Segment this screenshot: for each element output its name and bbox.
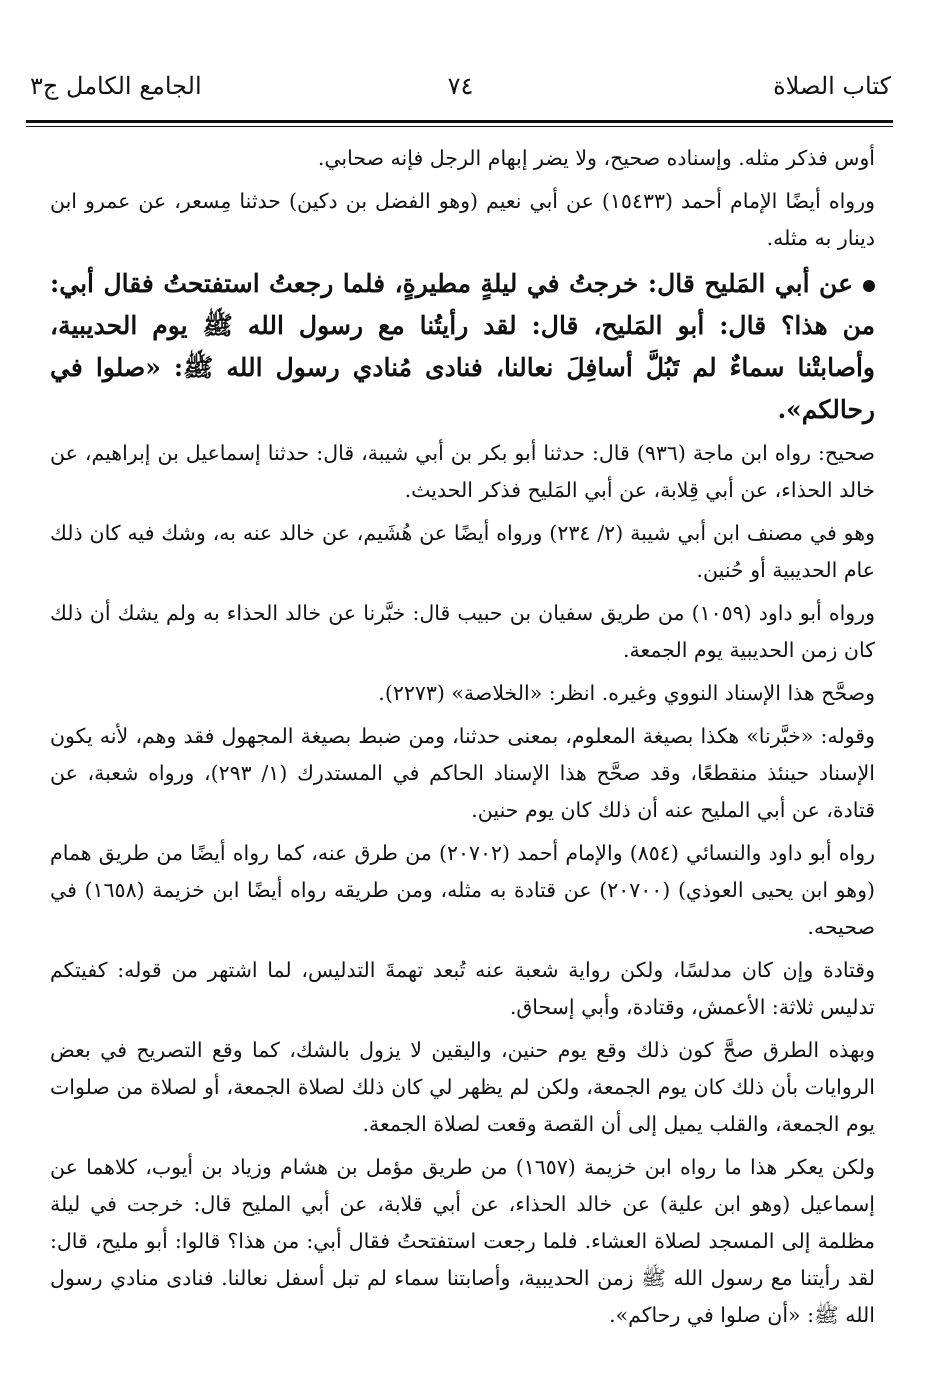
volume-title: الجامع الكامل ج٣	[30, 72, 202, 100]
paragraph: وبهذه الطرق صحَّ كون ذلك وقع يوم حنين، واليقين لا يزول بالشك، كما وقع التصريح في بعض الروايات بأن ذلك كان يوم الجمعة، ولكن لم يظهر لي كان ذلك لصلاة الجمعة، أو لصلاة من صلوات يوم الجمعة، والقلب يميل إلى أن القصة وقعت لصلاة الجمعة.	[50, 1038, 875, 1136]
paragraph: وقتادة وإن كان مدلسًا، ولكن رواية شعبة عنه تُبعد تهمةَ التدليس، لما اشتهر من قوله: كفيتكم تدليس ثلاثة: الأعمش، وقتادة، وأبي إسحاق.	[50, 958, 875, 1019]
paragraph: وصحَّح هذا الإسناد النووي وغيره. انظر: «الخلاصة» (٢٢٧٣).	[378, 681, 875, 705]
page-header	[30, 72, 891, 112]
header-rule-thin	[26, 126, 893, 127]
hadith-text	[50, 263, 875, 431]
paragraph: وقوله: «خبَّرنا» هكذا بصيغة المعلوم، بمعنى حدثنا، ومن ضبط بصيغة المجهول فقد وهم، لأنه يكون الإسناد حينئذ منقطعًا، وقد صحَّح هذا الإسناد الحاكم في المستدرك (١/ ٢٩٣)، ورواه شعبة، عن قتادة، عن أبي المليح عنه أن ذلك كان يوم حنين.	[50, 724, 875, 822]
paragraph: وهو في مصنف ابن أبي شيبة (٢/ ٢٣٤) ورواه أيضًا عن هُشَيم، عن خالد عنه به، وشك فيه كان ذلك عام الحديبية أو حُنين.	[50, 521, 875, 582]
hadith-body: عن أبي المَليح قال: خرجتُ في ليلةٍ مطيرةٍ، فلما رجعتُ استفتحتُ فقال أبي: من هذا؟ قال: أبو المَليح، قال: لقد رأيتُنا مع رسول الله ﷺ يوم الحديبية، وأصابتْنا سماءٌ لم تَبُلَّ أسافِلَ نعالنا، فنادى مُنادي رسول الله ﷺ: «صلوا في رحالكم».	[50, 269, 875, 424]
header-rule-thick	[26, 120, 893, 123]
paragraph: ولكن يعكر هذا ما رواه ابن خزيمة (١٦٥٧) من طريق مؤمل بن هشام وزياد بن أيوب، كلاهما عن إسماعيل (وهو ابن علية) عن خالد الحذاء، عن أبي قلابة، عن أبي المليح قال: خرجت في ليلة مظلمة إلى المسجد لصلاة العشاء. فلما رجعت استفتحتُ فقال أبي: من هذا؟ قالوا: أبو مليح، قال: لقد رأيتنا مع رسول الله ﷺ زمن الحديبية، وأصابتنا سماء لم تبل أسفل نعالنا. فنادى منادي رسول الله ﷺ: «أن صلوا في رحاكم».	[50, 1155, 875, 1327]
book-title: كتاب الصلاة	[773, 72, 891, 100]
bullet-icon	[863, 280, 875, 292]
paragraph: صحيح: رواه ابن ماجة (٩٣٦) قال: حدثنا أبو بكر بن أبي شيبة، قال: حدثنا إسماعيل بن إبراهيم، عن خالد الحذاء، عن أبي قِلابة، عن أبي المَليح فذكر الحديث.	[50, 441, 875, 502]
paragraph: أوس فذكر مثله. وإسناده صحيح، ولا يضر إبهام الرجل فإنه صحابي.	[317, 146, 875, 170]
paragraph: ورواه أبو داود (١٠٥٩) من طريق سفيان بن حبيب قال: خبَّرنا عن خالد الحذاء به ولم يشك أن ذلك كان زمن الحديبية يوم الجمعة.	[50, 601, 875, 662]
paragraph: ورواه أيضًا الإمام أحمد (١٥٤٣٣) عن أبي نعيم (وهو الفضل بن دكين) حدثنا مِسعر، عن عمرو ابن دينار به مثله.	[50, 189, 875, 250]
paragraph: رواه أبو داود والنسائي (٨٥٤) والإمام أحمد (٢٠٧٠٢) من طرق عنه، كما رواه أيضًا من طريق همام (وهو ابن يحيى العوذي) (٢٠٧٠٠) عن قتادة به مثله، ومن طريقه رواه أيضًا ابن خزيمة (١٦٥٨) في صحيحه.	[50, 841, 876, 939]
page-body	[50, 140, 875, 1334]
page-number: ٧٤	[447, 72, 474, 100]
